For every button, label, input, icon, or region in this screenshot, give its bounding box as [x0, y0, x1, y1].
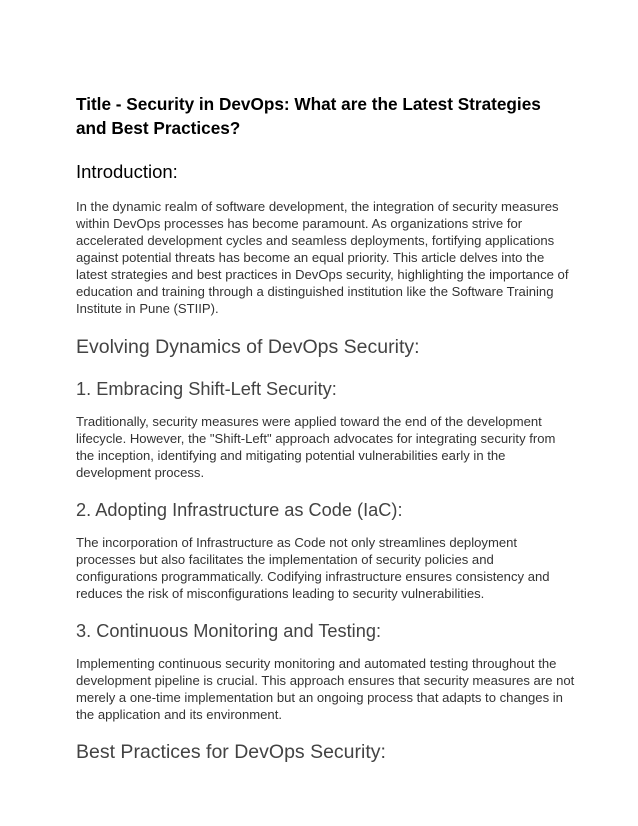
introduction-heading: Introduction:: [76, 161, 178, 182]
monitoring-testing-heading: 3. Continuous Monitoring and Testing:: [76, 621, 382, 641]
iac-paragraph: The incorporation of Infrastructure as Code not only streamlines deployment processes but also facilitates the implementation of security policies and configurations programmatically. Codifying infrastructure ensures consistency and reduces the risk of misconfigurations leading to security vulnerabilities.: [76, 535, 550, 601]
document-title: Title - Security in DevOps: What are the Latest Strategies and Best Practices?: [76, 94, 541, 138]
best-practices-heading: Best Practices for DevOps Security:: [76, 741, 386, 763]
shift-left-heading: 1. Embracing Shift-Left Security:: [76, 379, 337, 399]
monitoring-testing-paragraph: Implementing continuous security monitoring and automated testing throughout the development pipeline is crucial. This approach ensures that security measures are not merely a one-time implementation but an ongoing process that adapts to changes in the application and its environment.: [76, 656, 575, 722]
shift-left-paragraph: Traditionally, security measures were applied toward the end of the development lifecycle. However, the "Shift-Left" approach advocates for integrating security from the inception, identifying and mitigating potential vulnerabilities early in the development process.: [76, 414, 556, 480]
evolving-dynamics-heading: Evolving Dynamics of DevOps Security:: [76, 336, 420, 358]
iac-heading: 2. Adopting Infrastructure as Code (IaC):: [76, 500, 403, 520]
introduction-paragraph: In the dynamic realm of software development, the integration of security measures within DevOps processes has become paramount. As organizations strive for accelerated development cycles and seamless deployments, fortifying applications against potential threats has become an equal priority. This article delves into the latest strategies and best practices in DevOps security, highlighting the importance of education and training through a distinguished institution like the Software Training Institute in Pune (STIIP).: [76, 199, 569, 316]
